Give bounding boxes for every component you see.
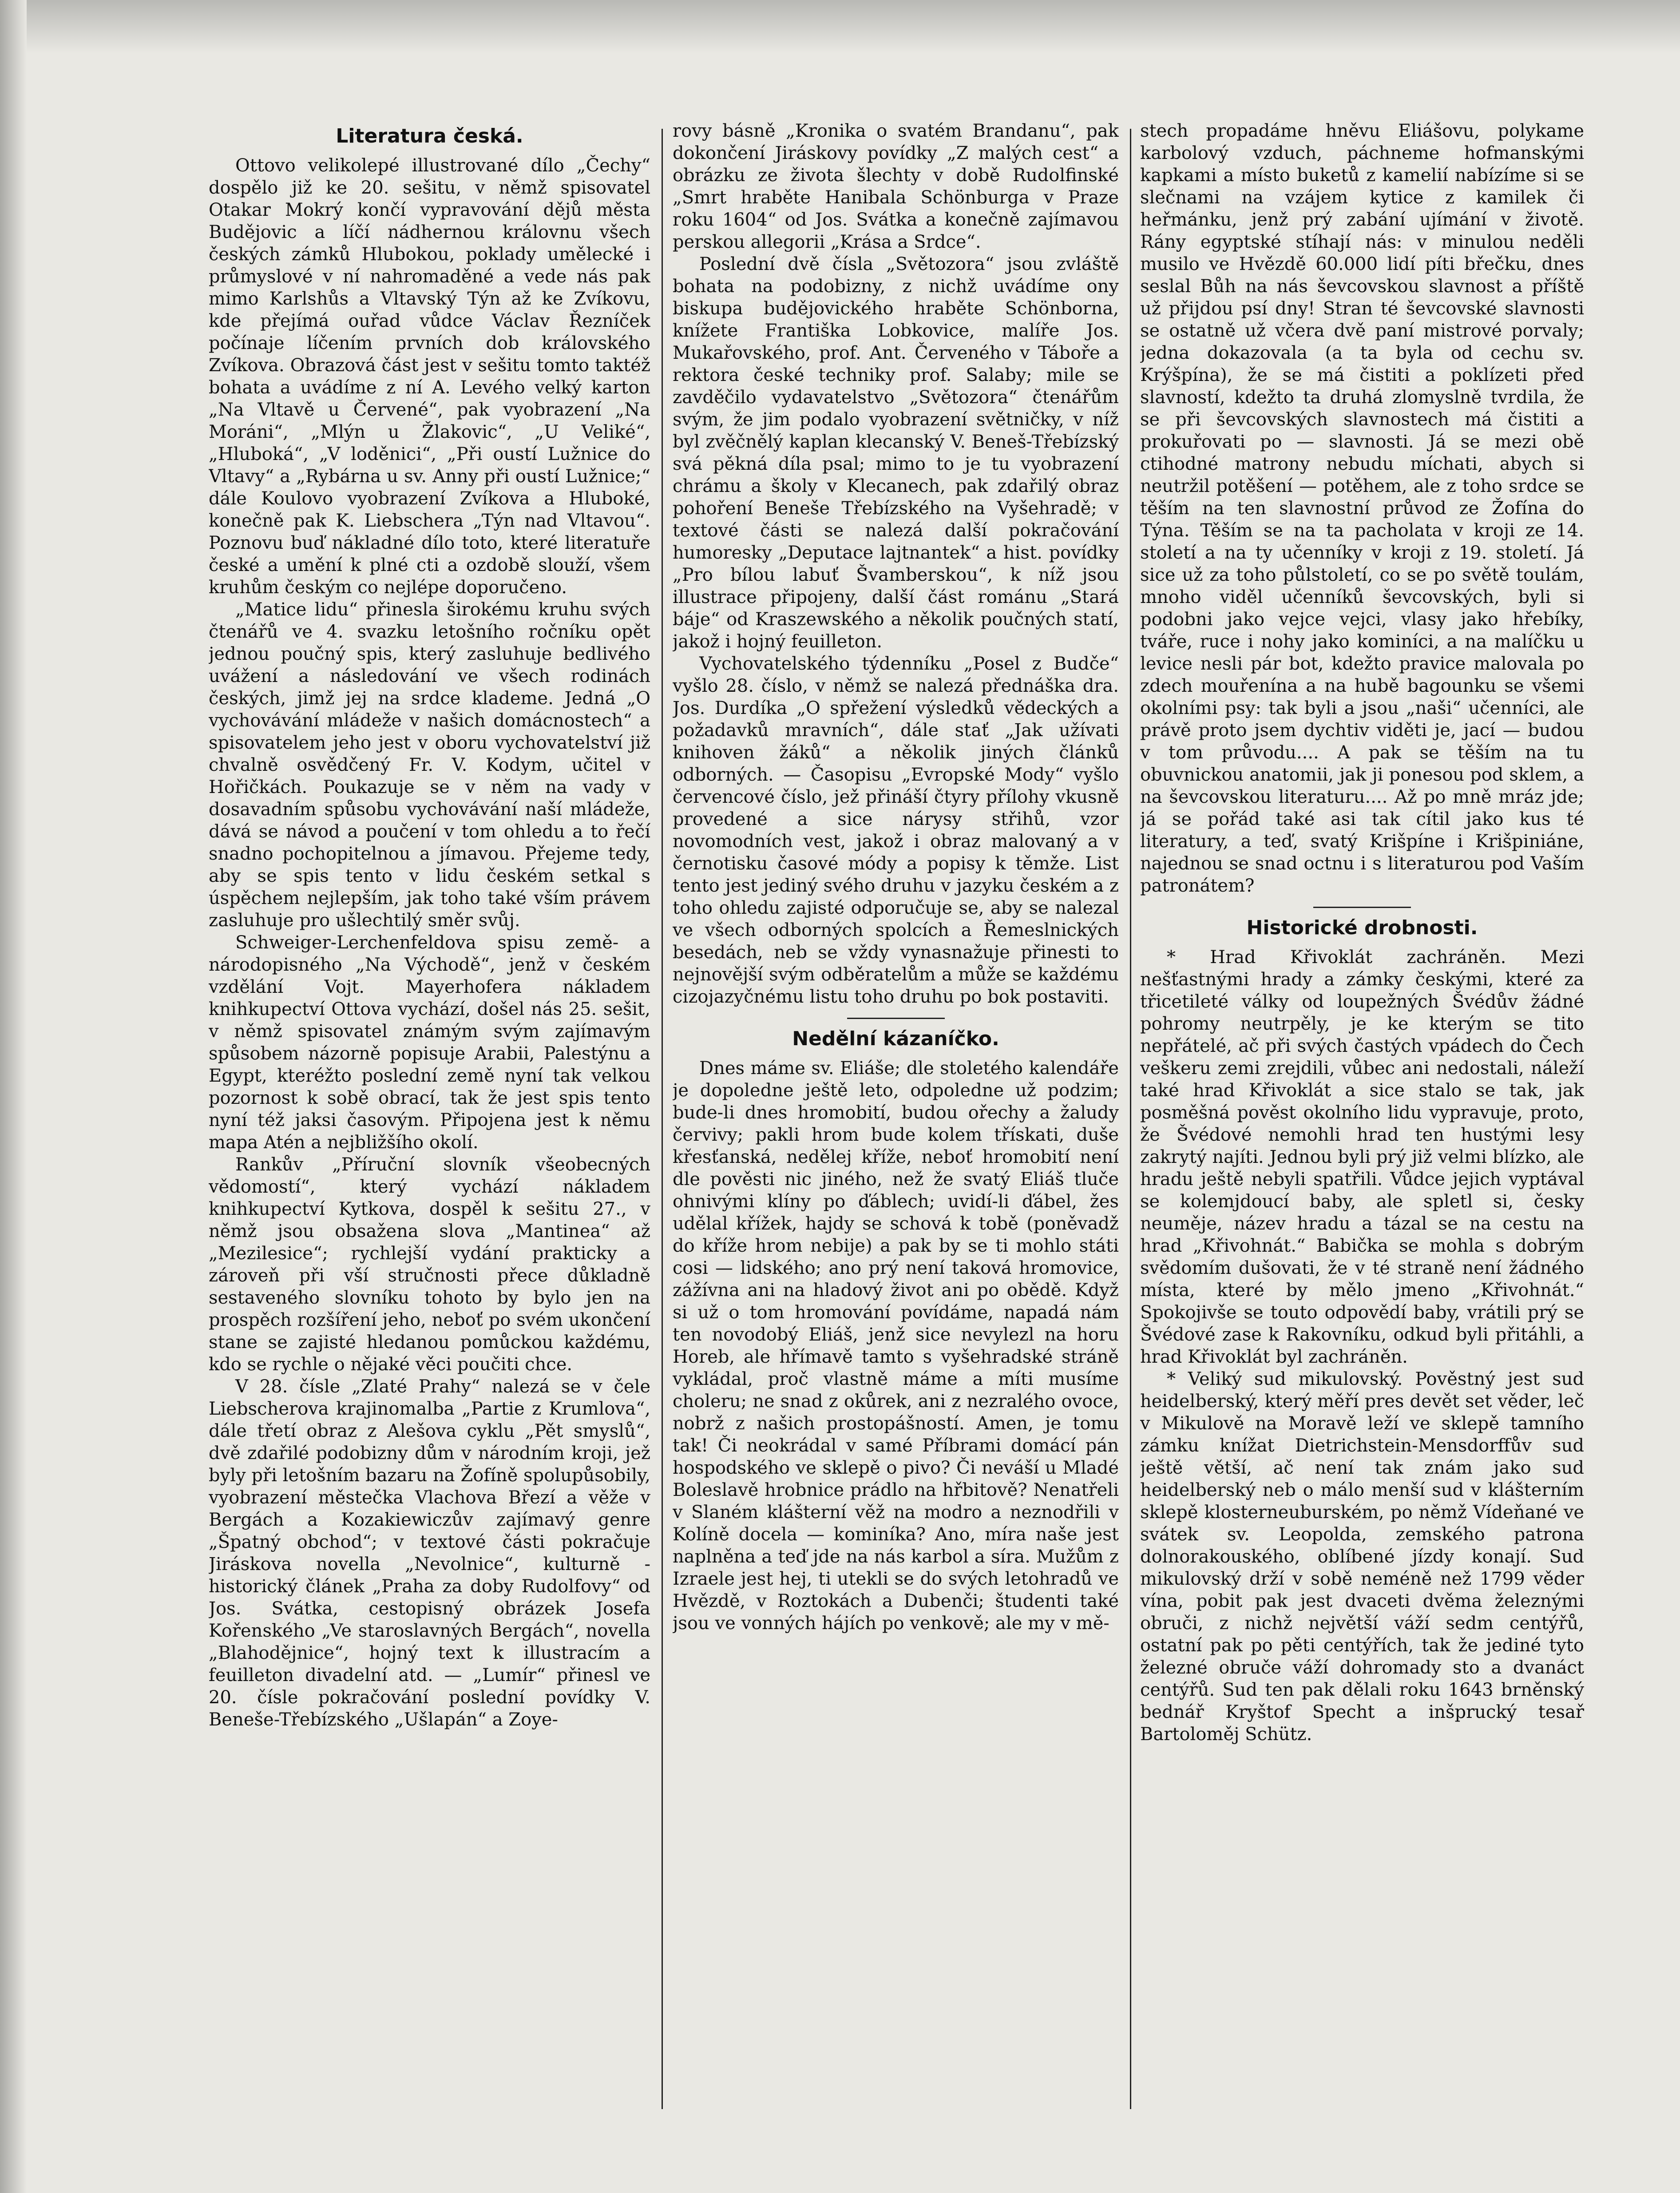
section-heading-literatura: Literatura česká. bbox=[336, 125, 523, 147]
article-paragraph: Poslední dvě čísla „Světozora“ jsou zvláště bohata na podobizny, z nichž uvádíme ony biskupa budějovického hraběte Schönborna, knížete Františka Lobkovice, malíře Jos. Mukařovského, prof. Ant. Červeného v Táboře a rektora české techniky prof. Salaby; mile se zavděčilo vydavatelstvo „Světozora“ čtenářům svým, že jim podalo vyobrazení světničky, v níž byl zvěčnělý kaplan klecanský V. Beneš-Třebízský svá pěkná díla psal; mimo to je tu vyobrazení chrámu a školy v Klecanech, pak zdařilý obraz pohoření Beneše Třebízského na Vyšehradě; v textové části se nalezá další pokračování humoresky „Deputace lajtnantek“ a hist. povídky „Pro bílou labuť Švamberskou“, k níž jsou illustrace připojeny, další část románu „Stará báje“ od Kraszewského a několik poučných statí, jakož i hojný feuilleton. bbox=[673, 254, 1119, 652]
article-paragraph: rovy básně „Kronika o svatém Brandanu“, pak dokončení Jiráskovy povídky „Z malých cest“ a obrázku ze života šlechty v době Rudolfinské „Smrt hraběte Hanibala Schönburga v Praze roku 1604“ od Jos. Svátka a konečně zajímavou perskou allegorii „Krása a Srdce“. bbox=[673, 121, 1119, 252]
column-3 bbox=[1140, 120, 1584, 2127]
article-paragraph: * Hrad Křivoklát zachráněn. Mezi nešťastnými hrady a zámky českými, které za třicetileté války od loupežných Švédův žádné pohromy neutrpěly, je ke kterým se tito nepřátelé, ač při svých častých vpádech do Čech veškeru zemi zrejdili, vůbec ani nedostali, náleží také hrad Křivoklát a sice stalo se tak, jak posměšná pověst okolního lidu vypravuje, proto, že Švédové nemohli hrad ten hustými lesy zakrytý najíti. Jednou byli prý již velmi blízko, ale hradu ještě nebyli spatřili. Vůdce jejich vyptával se kolemjdoucí baby, ale spletl si, česky neuměje, název hradu a tázal se na cestu na hrad „Křivohnát.“ Babička se mohla s dobrým svědomím dušovati, že v té straně není žádného místa, které by mělo jmeno „Křivohnát.“ Spokojivše se touto odpovědí baby, vrátili prý se Švédové zase k Rakovníku, odkud byli přitáhli, a hrad Křivoklát byl zachráněn. bbox=[1140, 947, 1584, 1367]
article-paragraph: * Veliký sud mikulovský. Pověstný jest sud heidelberský, který měří pres devět set věder, leč v Mikulově na Moravě leží ve sklepě tamního zámku knížat Dietrichstein-Mensdorffův sud ještě větší, ač není tak znám jako sud heidelberský neb o málo menší sud v klášterním sklepě klosterneuburském, po němž Vídeňané ve svátek sv. Leopolda, zemského patrona dolnorakouského, oblíbené jízdy konají. Sud mikulovský drží v sobě neméně než 1799 věder vína, pobit pak jest dvaceti dvěma železnými obruči, z nichž největší váží sedm centýřů, ostatní pak po pěti centýřích, tak že jediné tyto železné obruče váží dohromady sto a dvanáct centýřů. Sud ten pak dělali roku 1643 brněnský bednář Kryštof Specht a inšprucký tesař Bartoloměj Schütz. bbox=[1140, 1369, 1584, 1745]
column-1 bbox=[209, 120, 650, 2127]
article-paragraph: Schweiger-Lerchenfeldova spisu země- a národopisného „Na Východě“, jenž v českém vzdělání Vojt. Mayerhofera nákladem knihkupectví Ottova vychází, došel nás 25. sešit, v němž spisovatel známým svým zajímavým spůsobem názorně popisuje Arabii, Palestýnu a Egypt, kteréžto poslední země nyní tak velkou pozornost k sobě obrací, tak že jest spis tento nyní též jaksi časovým. Připojena jest k němu mapa Atén a nejbližšího okolí. bbox=[209, 932, 650, 1153]
column-rule-1 bbox=[662, 129, 663, 2109]
section-heading-historicke: Historické drobnosti. bbox=[1246, 916, 1478, 939]
column-rule-2 bbox=[1130, 129, 1131, 2109]
article-paragraph: Dnes máme sv. Eliáše; dle stoletého kalendáře je dopoledne ještě leto, odpoledne už podzim; bude-li dnes hromobití, budou ořechy a žaludy červivy; pakli hrom bude kolem třískati, duše křesťanská, nedělej kříže, neboť hromobití není dle pověsti nic jiného, než že svatý Eliáš tluče ohnivými klíny po ďáblech; uvidí-li ďábel, žes udělal křížek, hajdy se schová k tobě (poněvadž do kříže hrom nebije) a pak by se ti mohlo státi cosi — lidského; ano prý není taková hromovice, zážívna ani na hladový život ani po obědě. Když si už o tom hromování povídáme, napadá nám ten novodobý Eliáš, jenž sice nevylezl na horu Horeb, ale hřímavě tamto s vyšehradské stráně vykládal, proč vlastně máme a míti musíme choleru; ne snad z okůrek, ani z nezralého ovoce, nobrž z našich prostopášností. Amen, je tomu tak! Či neokrádal v samé Příbrami domácí pán hospodského ve sklepě o pivo? Či neváší u Mladé Boleslavě hrobnice prádlo na hřbitově? Nenatřeli v Slaném klášterní věž na modro a neznodřili v Kolíně docela — kominíka? Ano, míra naše jest naplněna a teď jde na nás karbol a síra. Mužům z Izraele jest hej, ti utekli se do svých letohradů ve Hvězdě, v Roztokách a Dubenči; študenti také jsou ve vonných hájích po venkově; ale my v mě- bbox=[673, 1058, 1119, 1634]
article-paragraph: Vychovatelského týdenníku „Posel z Budče“ vyšlo 28. číslo, v němž se nalezá přednáška dra. Jos. Durdíka „O spřežení výsledků vědeckých a požadavků mravních“, dále stať „Jak užívati knihoven žáků“ a několik jiných článků odborných. — Časopisu „Evropské Mody“ vyšlo červencové číslo, jež přináší čtyry přílohy vkusně provedené a sice nárysy střihů, vzor novomodních vest, jakož i obraz malovaný a v černotisku časové módy a popisy k těmže. List tento jest jediný svého druhu v jazyku českém a z toho ohledu zajisté odporučuje se, aby se nalezal ve všech odborných spolcích a Řemeslnických besedách, neb se vždy vynasnažuje přinesti to nejnovější svým odběratelům a může se každému cizojazyčnému listu toho druhu po bok postaviti. bbox=[673, 654, 1119, 1007]
page-top-shadow bbox=[0, 0, 1680, 53]
page-left-shadow bbox=[0, 0, 27, 2193]
article-paragraph: „Matice lidu“ přinesla širokému kruhu svých čtenářů ve 4. svazku letošního ročníku opět jednou poučný spis, který zasluhuje bedlivého uvážení a následování ve všech rodinách českých, jimž jej na srdce klademe. Jedná „O vychovávání mládeže v našich domácnostech“ a spisovatelem jeho jest v oboru vychovatelství již chvalně osvědčený Fr. V. Kodym, učitel v Hořičkách. Poukazuje se v něm na vady v dosavadním spůsobu vychovávání naší mládeže, dává se návod a poučení v tom ohledu a to řečí snadno pochopitelnou a jímavou. Přejeme tedy, aby se spis tento v lidu českém setkal s úspěchem nejlepším, jak toho také vším právem zasluhuje pro ušlechtilý směr svůj. bbox=[209, 599, 650, 931]
section-separator bbox=[1313, 907, 1411, 908]
article-paragraph: Rankův „Příruční slovník všeobecných vědomostí“, který vychází nákladem knihkupectví Kytkova, dospěl k sešitu 27., v němž jsou obsažena slova „Mantinea“ až „Mezilesice“; rychlejší vydání prakticky a zároveň při vší stručnosti přece důkladně sestaveného slovníku tohoto by bylo jen na prospěch rozšíření jeho, neboť po svém ukončení stane se zajisté hledanou pomůckou každému, kdo se rychle o nějaké věci poučiti chce. bbox=[209, 1154, 650, 1375]
article-paragraph: stech propadáme hněvu Eliášovu, polykame karbolový vzduch, páchneme hofmanskými kapkami a místo buketů z kamelií nabízíme si se slečnami na vzájem kytice z kamilek či heřmánku, jenž prý zabání ujímání v životě. Rány egyptské stíhají nás: v minulou neděli musilo ve Hvězdě 60.000 lidí píti břečku, dnes seslal Bůh na nás ševcovskou slavnost a příště už přijdou psí dny! Stran té ševcovské slavnosti se ostatně už včera dvě paní mistrové porvaly; jedna dokazovala (a ta byla od cechu sv. Krýšpína), že se má čistiti a poklízeti před slavností, kdežto ta druhá zlomyslně tvrdila, že se při ševcovských slavnostech má čistiti a prokuřovati po — slavnosti. Já se mezi obě ctihodné matrony nebudu míchati, abych si neutržil potěšení — potěhem, ale z toho srdce se těším na ten slavnostní průvod ze Žofína do Týna. Těším se na ta pacholata v kroji ze 14. století a na ty učenníky v kroji z 19. století. Já sice už za toho půlstoletí, co se po světě toulám, mnoho viděl učenníků ševcovských, byli si podobni jako vejce vejci, vlasy jako hřebíky, tváře, ruce i nohy jako kominíci, a na malíčku u levice nesli pár bot, kdežto pravice malovala po zdech mouřenína a na hubě bagounku se všemi okolními psy: tak byli a jsou „naši“ učenníci, ale právě proto jsem dychtiv viděti je, jací — budou v tom průvodu.... A pak se těším na tu obuvnickou anatomii, jak ji ponesou pod sklem, a na ševcovskou literaturu.... Až po mně mráz jde; já se pořád také asi tak cítil jako kus té literatury, a teď, svatý Krišpíne i Krišpiniáne, najednou se snad octnu i s literaturou pod Vaším patronátem? bbox=[1140, 121, 1584, 896]
article-paragraph: V 28. čísle „Zlaté Prahy“ nalezá se v čele Liebscherova krajinomalba „Partie z Krumlova“, dále třetí obraz z Alešova cyklu „Pět smyslů“, dvě zdařilé podobizny dům v národním kroji, jež byly při letošním bazaru na Žofíně spolupůsobily, vyobrazení městečka Vlachova Březí a věže v Bergách a Kozakiewiczův zajímavý genre „Špatný obchod“; v textové části pokračuje Jiráskova novella „Nevolnice“, kulturně - historický článek „Praha za doby Rudolfovy“ od Jos. Svátka, cestopisný obrázek Josefa Kořenského „Ve staroslavných Bergách“, novella „Blahodějnice“, hojný text k illustracím a feuilleton divadelní atd. — „Lumír“ přinesl ve 20. čísle pokračování poslední povídky V. Beneše-Třebízského „Ušlapán“ a Zoye- bbox=[209, 1376, 650, 1730]
column-2 bbox=[673, 120, 1119, 2127]
section-separator bbox=[847, 1018, 945, 1019]
section-heading-kazanicko: Nedělní kázaníčko. bbox=[792, 1027, 999, 1050]
article-paragraph: Ottovo velikolepé illustrované dílo „Čechy“ dospělo již ke 20. sešitu, v němž spisovatel Otakar Mokrý končí vypravování dějů města Budějovic a líčí nádhernou královnu všech českých zámků Hlubokou, poklady umělecké i průmyslové v ní nahromaděné a vede nás pak mimo Karlshůs a Vltavský Týn až ke Zvíkovu, kde přejímá ouřad vůdce Václav Řezníček počínaje líčením prvních dob královského Zvíkova. Obrazová část jest v sešitu tomto taktéž bohata a uvádíme z ní A. Levého velký karton „Na Vltavě u Červené“, pak vyobrazení „Na Moráni“, „Mlýn u Žlakovic“, „U Veliké“, „Hluboká“, „V loděnici“, „Při oustí Lužnice do Vltavy“ a „Rybárna u sv. Anny při oustí Lužnice;“ dále Koulovo vyobrazení Zvíkova a Hluboké, konečně pak K. Liebschera „Týn nad Vltavou“. Poznovu buď nákladné dílo toto, které literatuře české a umění k plné cti a ozdobě slouží, všem kruhům českým co nejlépe doporučeno. bbox=[209, 155, 650, 598]
